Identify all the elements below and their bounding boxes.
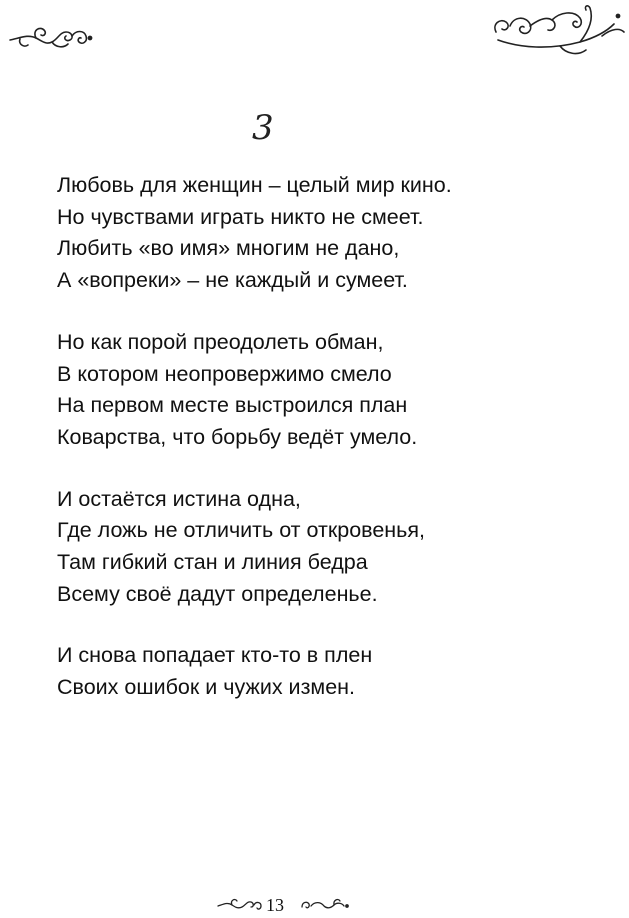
- stanza-2: [57, 327, 597, 454]
- footer-left-flourish-icon: [216, 896, 264, 914]
- poem-line: А «вопреки» – не каждый и сумеет.: [57, 268, 408, 293]
- poem-line: И остаётся истина одна,: [57, 486, 301, 511]
- poem-line: И снова попадает кто-то в плен: [57, 643, 373, 668]
- poem-line: Где ложь не отличить от откровенья,: [57, 518, 425, 543]
- poem-line: Но чувствами играть никто не смеет.: [57, 204, 424, 229]
- stanza-3: [57, 484, 597, 611]
- poem-line: Коварства, что борьбу ведёт умело.: [57, 424, 418, 449]
- poem-line: Любовь для женщин – целый мир кино.: [57, 173, 452, 197]
- poem-line: Всему своё дадут определенье.: [57, 581, 378, 606]
- poem-number: 3: [252, 108, 274, 148]
- poem-line: Своих ошибок и чужих измен.: [57, 675, 356, 700]
- top-right-flourish-icon: [490, 2, 626, 60]
- poem: [57, 170, 597, 734]
- poem-line: Но как порой преодолеть обман,: [57, 329, 384, 354]
- stanza-4: [57, 640, 597, 703]
- poem-line: В котором неопровержимо смело: [57, 361, 392, 386]
- page-number: 13: [266, 895, 284, 915]
- top-left-flourish-icon: [6, 18, 96, 54]
- poem-line: Там гибкий стан и линия бедра: [57, 550, 368, 575]
- stanza-1: [57, 170, 597, 297]
- footer-right-flourish-icon: [298, 896, 350, 914]
- poem-line: На первом месте выстроился план: [57, 393, 408, 418]
- poem-line: Любить «во имя» многим не дано,: [57, 236, 400, 261]
